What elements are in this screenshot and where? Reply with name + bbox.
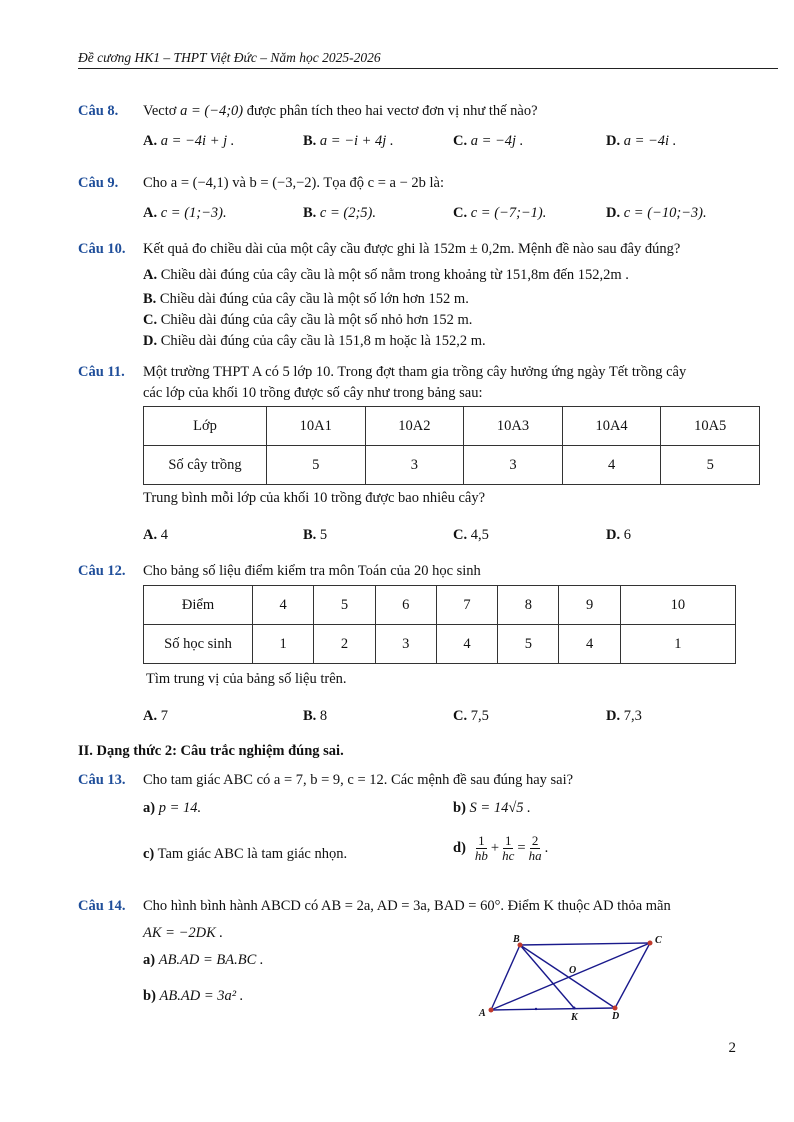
diagonal-ac: [491, 943, 650, 1010]
q9-label: Câu 9.: [78, 175, 119, 191]
q8-label: Câu 8.: [78, 103, 119, 119]
q14-label: Câu 14.: [78, 898, 126, 914]
q8-option-a: A. a = −4i + j .: [143, 133, 235, 149]
tick-mark: [535, 1008, 537, 1010]
table-row: [144, 407, 760, 446]
table-cell: 4: [436, 625, 497, 664]
q11-question: Trung bình mỗi lớp của khối 10 trồng được bao nhiêu cây?: [143, 490, 486, 506]
q14-item-a: a) AB.AD = BA.BC .: [143, 952, 264, 968]
table-cell: 4: [562, 446, 661, 485]
table-cell: 5: [267, 446, 366, 485]
segment-bk: [520, 945, 577, 1008]
q12-data-table: [143, 585, 736, 664]
table-row-header: Số cây trồng: [144, 446, 267, 485]
q12-label: Câu 12.: [78, 563, 126, 579]
table-cell: 10A1: [267, 407, 366, 446]
table-cell: 1: [620, 625, 735, 664]
table-cell: 2: [314, 625, 375, 664]
q11-option-b: B. 5: [303, 527, 328, 543]
q10-option-c: C. Chiều dài đúng của cây cầu là một số nhỏ hơn 152 m.: [143, 312, 473, 328]
table-cell: 7: [436, 586, 497, 625]
q13-item-a: a) p = 14.: [143, 800, 202, 816]
label-b: B: [513, 934, 520, 945]
table-cell: 10: [620, 586, 735, 625]
header-divider: [78, 68, 778, 69]
table-cell: 5: [498, 625, 559, 664]
table-row: [144, 625, 736, 664]
q12-option-c: C. 7,5: [453, 708, 489, 724]
label-k: K: [571, 1012, 578, 1023]
table-cell: 9: [559, 586, 620, 625]
table-row: [144, 586, 736, 625]
label-a: A: [479, 1008, 486, 1019]
q10-label: Câu 10.: [78, 241, 126, 257]
edge-ad: [491, 1008, 615, 1010]
table-row-header: Điểm: [144, 586, 253, 625]
q10-stem: Kết quả đo chiều dài của một cây cầu được ghi là 152m ± 0,2m. Mệnh đề nào sau đây đúng?: [143, 241, 681, 257]
q12-question: Tìm trung vị của bảng số liệu trên.: [146, 671, 347, 687]
q12-option-a: A. 7: [143, 708, 168, 724]
period: .: [544, 840, 549, 856]
edge-cd: [615, 943, 650, 1008]
page-number: 2: [728, 1040, 736, 1056]
table-cell: 10A2: [365, 407, 464, 446]
q8-stem-expr: a = (−4;0): [180, 103, 244, 119]
point-a: [489, 1008, 494, 1013]
q9-stem: Cho a = (−4,1) và b = (−3,−2). Tọa độ c = a − 2b là:: [143, 175, 444, 191]
table-row-header: Số học sinh: [144, 625, 253, 664]
table-cell: 8: [498, 586, 559, 625]
table-cell: 6: [375, 586, 436, 625]
table-cell: 10A5: [661, 407, 760, 446]
q13-stem: Cho tam giác ABC có a = 7, b = 9, c = 12. Các mệnh đề sau đúng hay sai?: [143, 772, 574, 788]
fraction: $\frac{1}{hb}$: [474, 833, 488, 863]
q13-item-d: d) $\frac{1}{hb}$ + $\frac{1}{hc}$ = $\frac{2}{ha}$ .: [453, 833, 549, 863]
point-c: [648, 941, 653, 946]
fraction: $\frac{1}{hc}$: [502, 833, 515, 863]
q12-option-d: D. 7,3: [606, 708, 642, 724]
q13-item-c: c) Tam giác ABC là tam giác nhọn.: [143, 846, 348, 862]
label-o: O: [569, 965, 577, 976]
q10-option-d: D. Chiều dài đúng của cây cầu là 151,8 m hoặc là 152,2 m.: [143, 333, 486, 349]
table-cell: 5: [661, 446, 760, 485]
q9-option-d: D. c = (−10;−3).: [606, 205, 707, 221]
q8-stem-pre: Vectơ: [143, 103, 177, 119]
q11-label: Câu 11.: [78, 364, 125, 380]
table-cell: 10A4: [562, 407, 661, 446]
table-cell: 3: [464, 446, 563, 485]
point-k: [573, 1007, 576, 1010]
q9-option-b: B. c = (2;5).: [303, 205, 377, 221]
q11-data-table: [143, 406, 760, 485]
plus-sign: +: [490, 840, 500, 856]
q8-option-d: D. a = −4i .: [606, 133, 677, 149]
q9-option-a: A. c = (1;−3).: [143, 205, 227, 221]
q9-option-c: C. c = (−7;−1).: [453, 205, 547, 221]
table-cell: 4: [253, 586, 314, 625]
q13-item-b: b) S = 14√5 .: [453, 800, 531, 816]
table-row: [144, 446, 760, 485]
fraction: $\frac{2}{ha}$: [528, 833, 542, 863]
q12-stem: Cho bảng số liệu điểm kiểm tra môn Toán của 20 học sinh: [143, 563, 481, 579]
q11-stem-line2: các lớp của khối 10 trồng được số cây như trong bảng sau:: [143, 385, 483, 401]
q8-stem: [143, 103, 538, 120]
q14-stem: Cho hình bình hành ABCD có AB = 2a, AD = 3a, BAD = 60°. Điểm K thuộc AD thỏa mãn: [143, 898, 671, 914]
table-cell: 10A3: [464, 407, 563, 446]
table-cell: 1: [253, 625, 314, 664]
table-cell: 3: [365, 446, 464, 485]
section-heading: II. Dạng thức 2: Câu trắc nghiệm đúng sai.: [78, 743, 344, 759]
q11-option-c: C. 4,5: [453, 527, 489, 543]
table-cell: 3: [375, 625, 436, 664]
q10-option-a: A. Chiều dài đúng của cây cầu là một số nằm trong khoảng từ 151,8m đến 152,2m .: [143, 267, 629, 283]
page-header: Đề cương HK1 – THPT Việt Đức – Năm học 2025-2026: [78, 50, 381, 65]
q10-option-b: B. Chiều dài đúng của cây cầu là một số lớn hơn 152 m.: [143, 291, 469, 307]
label-d: D: [612, 1011, 620, 1022]
q8-option-b: B. a = −i + 4j .: [303, 133, 394, 149]
table-cell: 5: [314, 586, 375, 625]
q11-option-d: D. 6: [606, 527, 631, 543]
table-row-header: Lớp: [144, 407, 267, 446]
q11-option-a: A. 4: [143, 527, 168, 543]
q12-option-b: B. 8: [303, 708, 328, 724]
point-d: [613, 1006, 618, 1011]
q11-stem-line1: Một trường THPT A có 5 lớp 10. Trong đợt tham gia trồng cây hưởng ứng ngày Tết trồng cây: [143, 364, 687, 380]
table-cell: 4: [559, 625, 620, 664]
q13-label: Câu 13.: [78, 772, 126, 788]
q8-stem-post: được phân tích theo hai vectơ đơn vị như thế nào?: [246, 103, 538, 119]
q14-item-b: b) AB.AD = 3a² .: [143, 988, 244, 1004]
diagonal-bd: [520, 945, 615, 1008]
equals-sign: =: [517, 840, 526, 856]
edge-bc: [520, 943, 650, 945]
q14-stem-line2: AK = −2DK .: [143, 925, 223, 941]
label-c: C: [655, 935, 662, 946]
q8-option-c: C. a = −4j .: [453, 133, 524, 149]
parallelogram-figure: [470, 928, 680, 1023]
